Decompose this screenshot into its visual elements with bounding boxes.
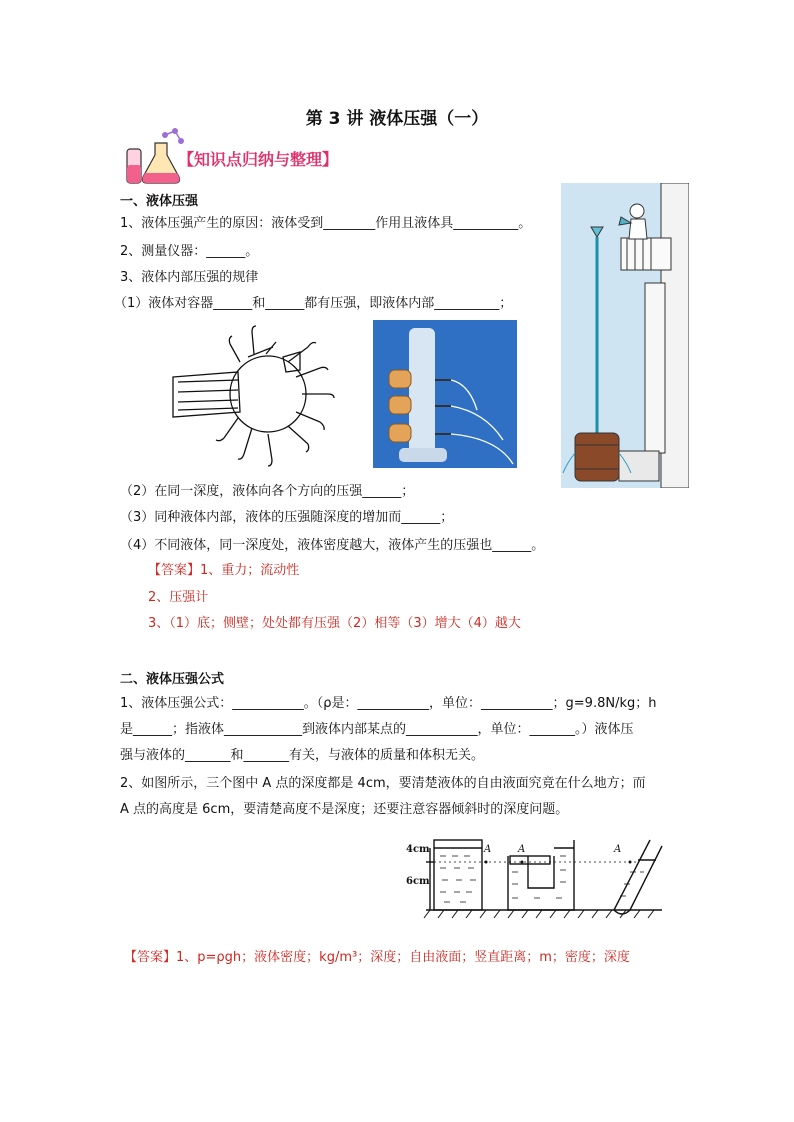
answer-block-1: [148, 562, 299, 580]
answer-label: 【答案】: [148, 563, 201, 578]
formula-line-5: A 点的高度是 6cm，要清楚高度不是深度；还要注意容器倾斜时的深度问题。: [120, 802, 569, 817]
point-a-label-2: A: [518, 844, 526, 855]
formula-line-3: 强与液体的_______和_______有关，与液体的质量和体积无关。: [120, 748, 485, 763]
three-containers-figure: [404, 826, 666, 920]
answer-line-1: 1、重力；流动性: [200, 563, 300, 578]
question-3-4: （4）不同液体，同一深度处，液体密度越大，液体产生的压强也______。: [120, 538, 545, 553]
answer-block-2: [124, 949, 630, 967]
label-6cm: 6cm: [406, 876, 430, 887]
answer-text: 1、p=ρgh；液体密度；kg/m³；深度；自由液面；竖直距离；m；密度；深度: [176, 950, 630, 965]
sphere-jets-illustration: [168, 322, 338, 467]
point-a-label-3: A: [614, 844, 622, 855]
answer-label: 【答案】: [124, 950, 177, 965]
question-3: 3、液体内部压强的规律: [120, 270, 259, 285]
page-title: 第 3 讲 液体压强（一）: [305, 109, 489, 129]
pascal-barrel-illustration: [561, 183, 689, 488]
question-3-2: （2）在同一深度，液体向各个方向的压强______；: [120, 484, 415, 499]
answer-line-3: 3、（1）底；侧壁；处处都有压强（2）相等（3）增大（4）越大: [148, 616, 521, 631]
answer-line-2: 2、压强计: [148, 590, 209, 605]
question-3-1: （1）液体对容器______和______都有压强，即液体内部__________；: [114, 296, 513, 311]
point-a-label-1: A: [484, 844, 492, 855]
formula-line-2: 是______；指液体____________到液体内部某点的___________，单位：_______。）液体压: [120, 722, 634, 737]
question-2: 2、测量仪器：______。: [120, 244, 259, 259]
water-column-photo: [373, 320, 517, 468]
question-1: 1、液体压强产生的原因：液体受到________作用且液体具__________。: [120, 216, 532, 231]
label-4cm: 4cm: [406, 844, 430, 855]
formula-line-4: 2、如图所示，三个图中 A 点的深度都是 4cm，要清楚液体的自由液面究竟在什么地方；而: [120, 776, 646, 791]
section2-heading: 二、液体压强公式: [120, 672, 225, 687]
banner-label: 【知识点归纳与整理】: [178, 150, 339, 169]
section1-heading: 一、液体压强: [120, 194, 199, 209]
formula-line-1: 1、液体压强公式：___________。（ρ是：___________，单位：___________；g=9.8N/kg；h: [120, 696, 657, 711]
question-3-3: （3）同种液体内部，液体的压强随深度的增加而______；: [120, 510, 454, 525]
